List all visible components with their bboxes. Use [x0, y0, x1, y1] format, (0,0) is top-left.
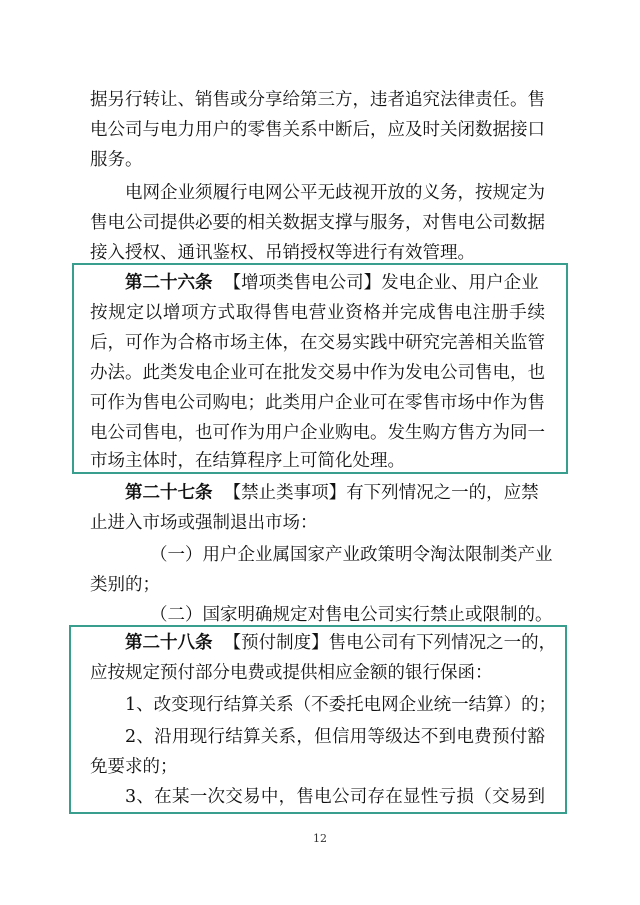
text-line: 按规定以增项方式取得售电营业资格并完成售电注册手续 — [90, 303, 545, 323]
text-line: 电网企业须履行电网公平无歧视开放的义务，按规定为 — [125, 183, 545, 203]
text-line: 止进入市场或强制退出市场： — [90, 513, 318, 533]
text-line: 后，可作为合格市场主体，在交易实践中研究完善相关监管 — [90, 333, 545, 353]
text-line: 市场主体时，在结算程序上可简化处理。 — [90, 451, 405, 471]
article-27-text: 有下列情况之一的，应禁 — [346, 483, 539, 503]
list-item: 2、沿用现行结算关系，但信用等级达不到电费预付豁 — [125, 727, 545, 747]
article-26-title: 第二十六条 — [125, 273, 213, 293]
text-line: 电公司与电力用户的零售关系中断后，应及时关闭数据接口 — [90, 120, 545, 140]
text-line: 服务。 — [90, 150, 143, 170]
article-28-title: 第二十八条 — [125, 633, 213, 653]
text-line: 据另行转让、销售或分享给第三方，违者追究法律责任。售 — [90, 90, 545, 110]
article-28-tag: 【预付制度】 — [223, 633, 329, 653]
list-item: 1、改变现行结算关系（不委托电网企业统一结算）的； — [125, 695, 557, 715]
text-line: 接入授权、通讯鉴权、吊销授权等进行有效管理。 — [90, 243, 475, 263]
article-27-tag: 【禁止类事项】 — [223, 483, 347, 503]
text-line: 电公司售电，也可作为用户企业购电。发生购方售方为同一 — [90, 423, 545, 443]
article-27-title: 第二十七条 — [125, 483, 213, 503]
text-line: 应按规定预付部分电费或提供相应金额的银行保函： — [90, 663, 493, 683]
text-line: 免要求的； — [90, 757, 178, 777]
page-number: 12 — [313, 832, 327, 845]
article-26-text: 发电企业、用户企业 — [381, 273, 539, 293]
text-line: 办法。此类发电企业可在批发交易中作为发电公司售电，也 — [90, 363, 545, 383]
list-item: （一）用户企业属国家产业政策明令淘汰限制类产业 — [150, 545, 553, 565]
article-28-heading — [125, 628, 556, 658]
article-26-tag: 【增项类售电公司】 — [223, 273, 382, 293]
article-27-heading — [125, 478, 539, 508]
text-line: 类别的； — [90, 575, 160, 595]
list-item: 3、在某一次交易中，售电公司存在显性亏损（交易到 — [125, 787, 545, 807]
text-line: 可作为售电公司购电；此类用户企业可在零售市场中作为售 — [90, 393, 545, 413]
article-28-text: 售电公司有下列情况之一的， — [328, 633, 557, 653]
text-line: 售电公司提供必要的相关数据支撑与服务，对售电公司数据 — [90, 213, 545, 233]
list-item: （二）国家明确规定对售电公司实行禁止或限制的。 — [150, 605, 553, 625]
article-26-heading — [125, 268, 539, 298]
